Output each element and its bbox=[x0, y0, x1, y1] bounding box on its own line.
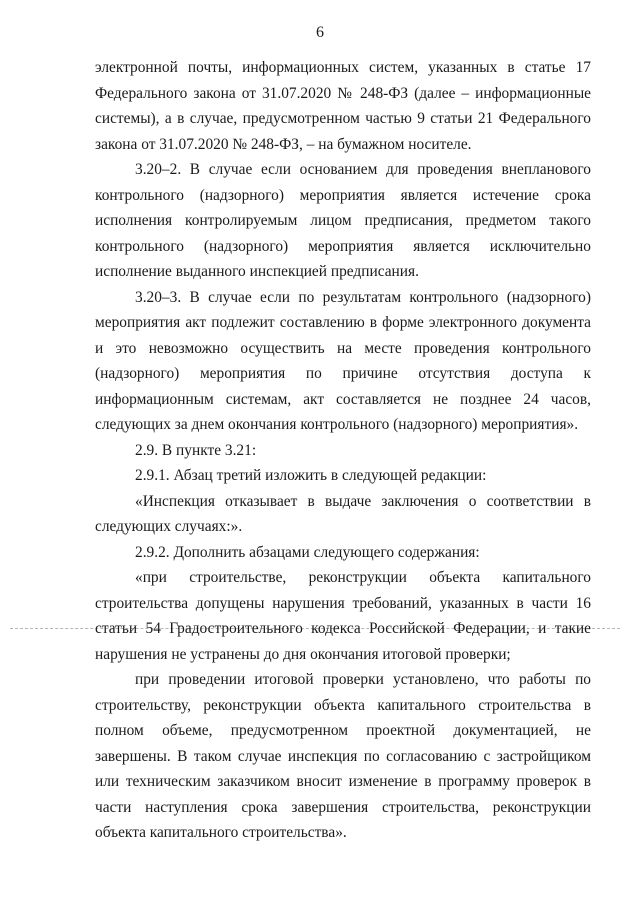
paragraph-continuation: электронной почты, информационных систем, указанных в статье 17 Федерального закона от 31.07.2020 № 248-ФЗ (далее – информационные системы), а в случае, предусмотренном частью 9 статьи 21 Федерального закона от 31.07.2020 № 248-ФЗ, – на бумажном носителе. bbox=[95, 59, 591, 153]
document-body bbox=[95, 55, 591, 846]
paragraph-2-9-2: 2.9.2. Дополнить абзацами следующего содержания: bbox=[135, 543, 480, 561]
paragraph-violations: «при строительстве, реконструкции объекта капитального строительства допущены нарушения требований, указанных в части 16 статьи 54 Градостроительного кодекса Российской Федерации, и такие нарушения не устранены до дня окончания итоговой проверки; bbox=[95, 569, 591, 663]
paragraph-3-20-2: 3.20–2. В случае если основанием для проведения внепланового контрольного (надзорного) мероприятия является истечение срока исполнения контролируемым лицом предписания, предметом такого контрольного (надзорного) мероприятия является исключительно исполнение выданного инспекцией предписания. bbox=[95, 161, 591, 280]
paragraph-3-20-3: 3.20–3. В случае если по результатам контрольного (надзорного) мероприятия акт подлежит составлению в форме электронного документа и это невозможно осуществить на месте проведения контрольного (надзорного) мероприятия по причине отсутствия доступа к информационным системам, акт составляется не позднее 24 часов, следующих за днем окончания контрольного (надзорного) мероприятия». bbox=[95, 288, 591, 433]
paragraph-2-9: 2.9. В пункте 3.21: bbox=[135, 441, 257, 459]
paragraph-2-9-1: 2.9.1. Абзац третий изложить в следующей редакции: bbox=[135, 467, 487, 484]
page-number: 6 bbox=[316, 24, 324, 41]
paragraph-quote-refusal: «Инспекция отказывает в выдаче заключения о соответствии в следующих случаях:». bbox=[95, 492, 591, 535]
paragraph-final-inspection: при проведении итоговой проверки установлено, что работы по строительству, реконструкции объекта капитального строительства в полном объеме, предусмотренном проектной документацией, не завершены. В таком случае инспекция по согласованию с застройщиком или техническим заказчиком вносит изменение в программу проверок в части наступления срока завершения строительства, реконструкции объекта капитального строительства». bbox=[95, 671, 591, 841]
